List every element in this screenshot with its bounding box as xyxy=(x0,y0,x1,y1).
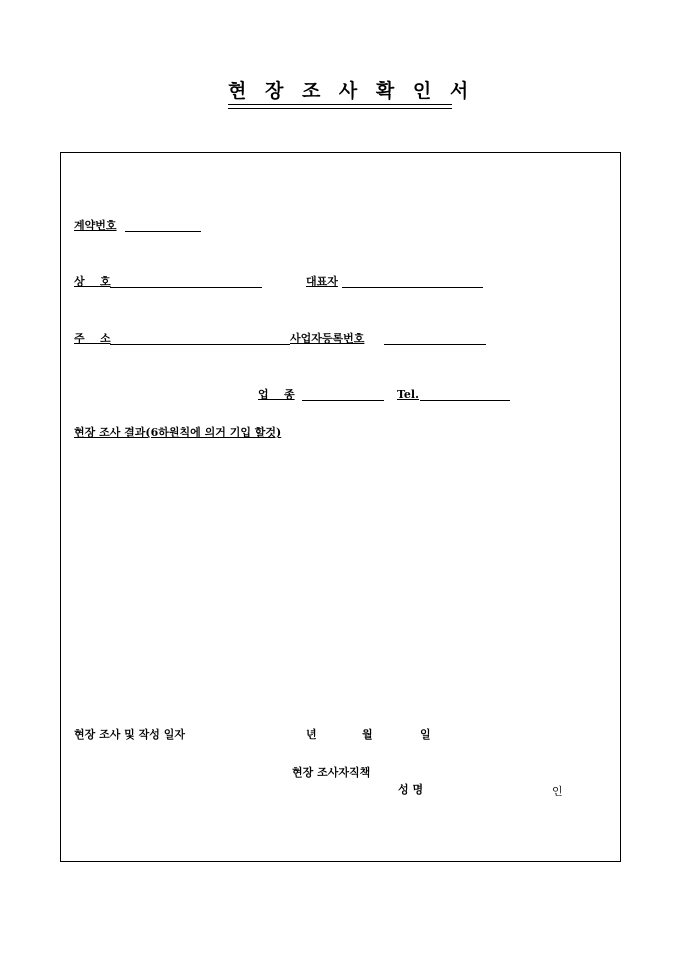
business-type-field[interactable] xyxy=(302,400,384,401)
date-year-label: 년 xyxy=(306,728,317,741)
survey-result-heading: 현장 조사 결과(6하원칙에 의거 기입 할것) xyxy=(74,426,282,439)
tel-label: Tel. xyxy=(397,388,419,401)
company-name-field[interactable] xyxy=(110,287,262,288)
page-title: 현 장 조 사 확 인 서 xyxy=(228,80,475,102)
address-field[interactable] xyxy=(110,344,290,345)
company-name-label: 상 호 xyxy=(74,275,111,288)
business-reg-no-field[interactable] xyxy=(384,344,486,345)
title-double-underline-bottom xyxy=(228,108,452,109)
representative-label: 대표자 xyxy=(306,275,338,288)
business-reg-no-label: 사업자등록번호 xyxy=(290,332,365,345)
title-double-underline-top xyxy=(228,104,452,105)
contract-no-field[interactable] xyxy=(125,231,201,232)
date-row-label: 현장 조사 및 작성 일자 xyxy=(74,728,185,741)
inspector-position-label: 현장 조사자직책 xyxy=(292,766,371,779)
representative-field[interactable] xyxy=(342,287,483,288)
seal-mark: 인 xyxy=(552,785,563,798)
date-month-label: 월 xyxy=(362,728,373,741)
contract-no-label: 계약번호 xyxy=(74,219,117,232)
address-label: 주 소 xyxy=(74,332,111,345)
date-day-label: 일 xyxy=(420,728,431,741)
tel-field[interactable] xyxy=(420,400,510,401)
inspector-name-label: 성 명 xyxy=(398,783,424,796)
survey-result-area[interactable] xyxy=(74,445,604,695)
business-type-label: 업 종 xyxy=(258,388,295,401)
